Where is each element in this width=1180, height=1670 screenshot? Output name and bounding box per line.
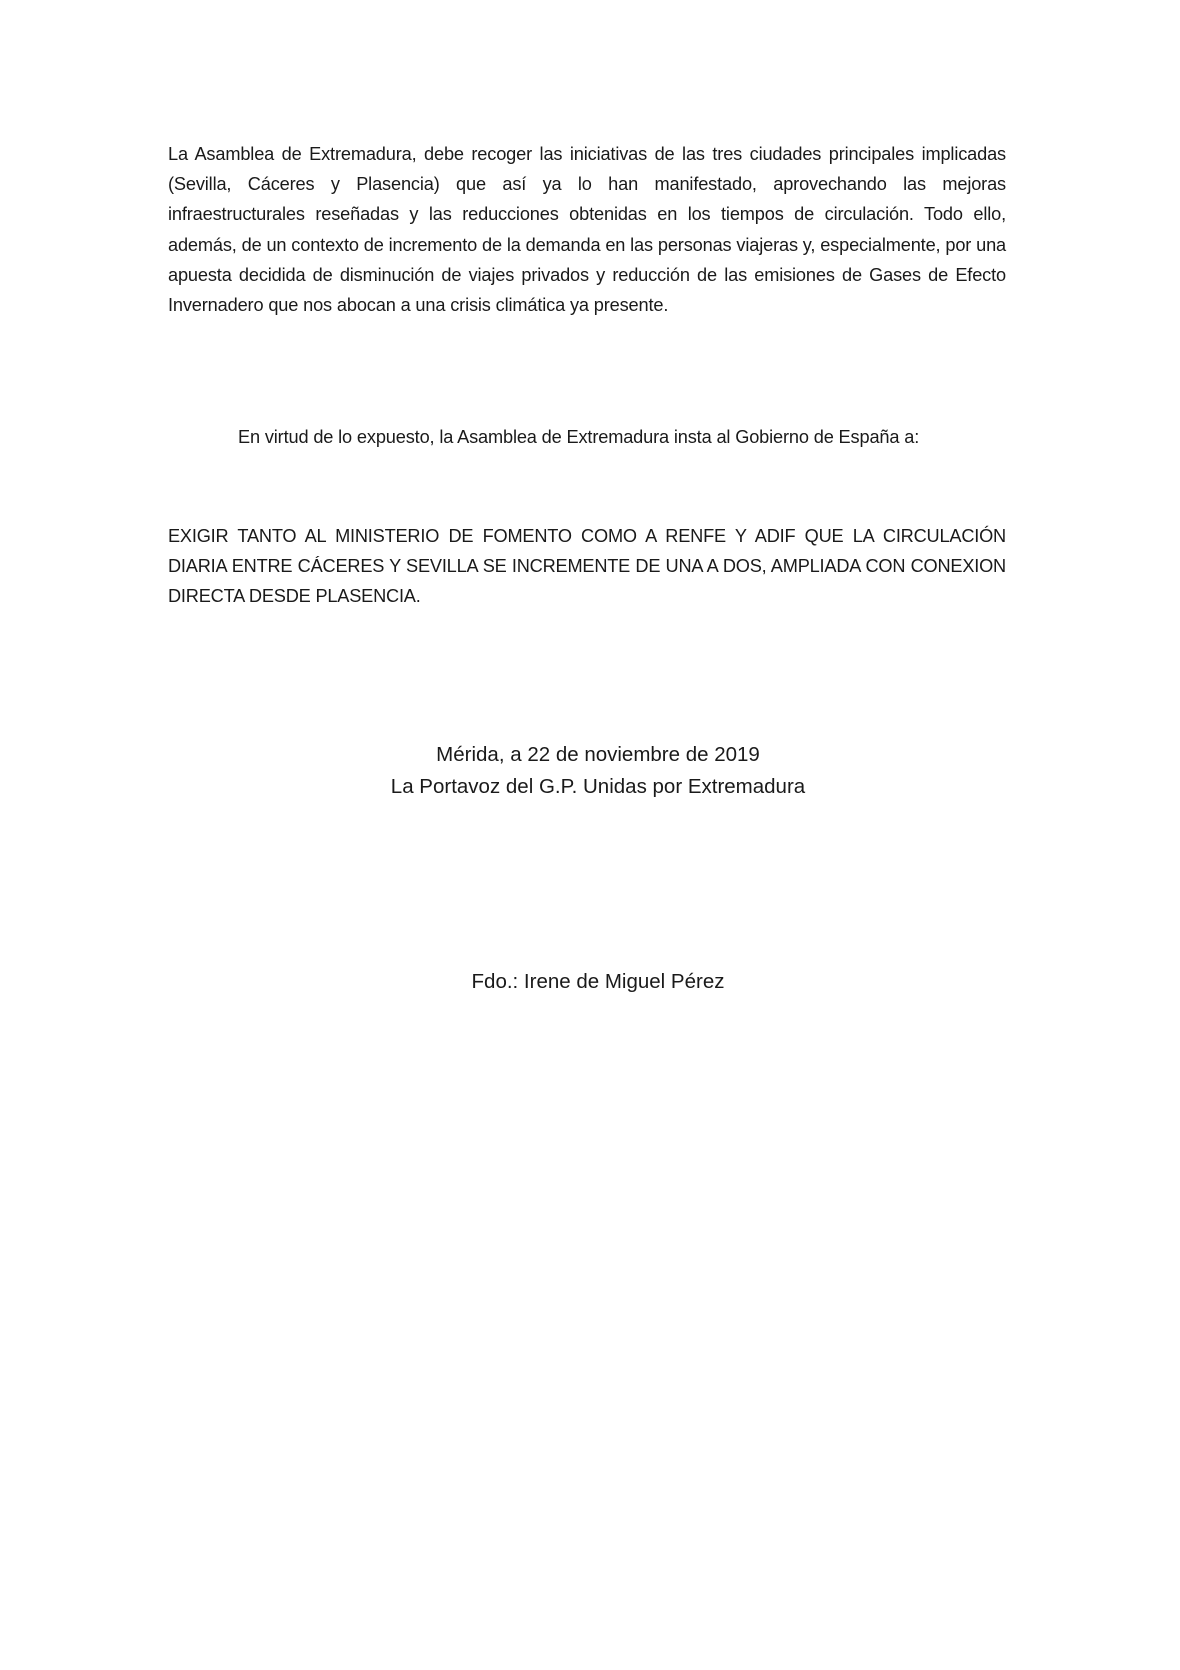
place-date: Mérida, a 22 de noviembre de 2019 xyxy=(436,743,760,766)
body-paragraph: La Asamblea de Extremadura, debe recoger las iniciativas de las tres ciudades principales implicadas (Sevilla, Cáceres y Plasencia) que así ya lo han manifestado, aprovechando las mejoras infraestructurales reseñadas y las reducciones obtenidas en los tiempos de circulación. Todo ello, además, de un contexto de incremento de la demanda en las personas viajeras y, especialmente, por una apuesta decidida de disminución de viajes privados y reducción de las emisiones de Gases de Efecto Invernadero que nos abocan a una crisis climática ya presente. xyxy=(168,144,1006,316)
signature: Fdo.: Irene de Miguel Pérez xyxy=(471,970,725,993)
signature-block xyxy=(8,966,1180,998)
resolution-intro: En virtud de lo expuesto, la Asamblea de Extremadura insta al Gobierno de España a: xyxy=(238,427,920,447)
resolution-text: EXIGIR TANTO AL MINISTERIO DE FOMENTO COMO A RENFE Y ADIF QUE LA CIRCULACIÓN DIARIA ENTRE CÁCERES Y SEVILLA SE INCREMENTE DE UNA A DOS, AMPLIADA CON CONEXION DIRECTA DESDE PLASENCIA. xyxy=(168,526,1006,607)
closing-block xyxy=(8,739,1180,802)
signatory-role: La Portavoz del G.P. Unidas por Extremadura xyxy=(390,774,806,798)
